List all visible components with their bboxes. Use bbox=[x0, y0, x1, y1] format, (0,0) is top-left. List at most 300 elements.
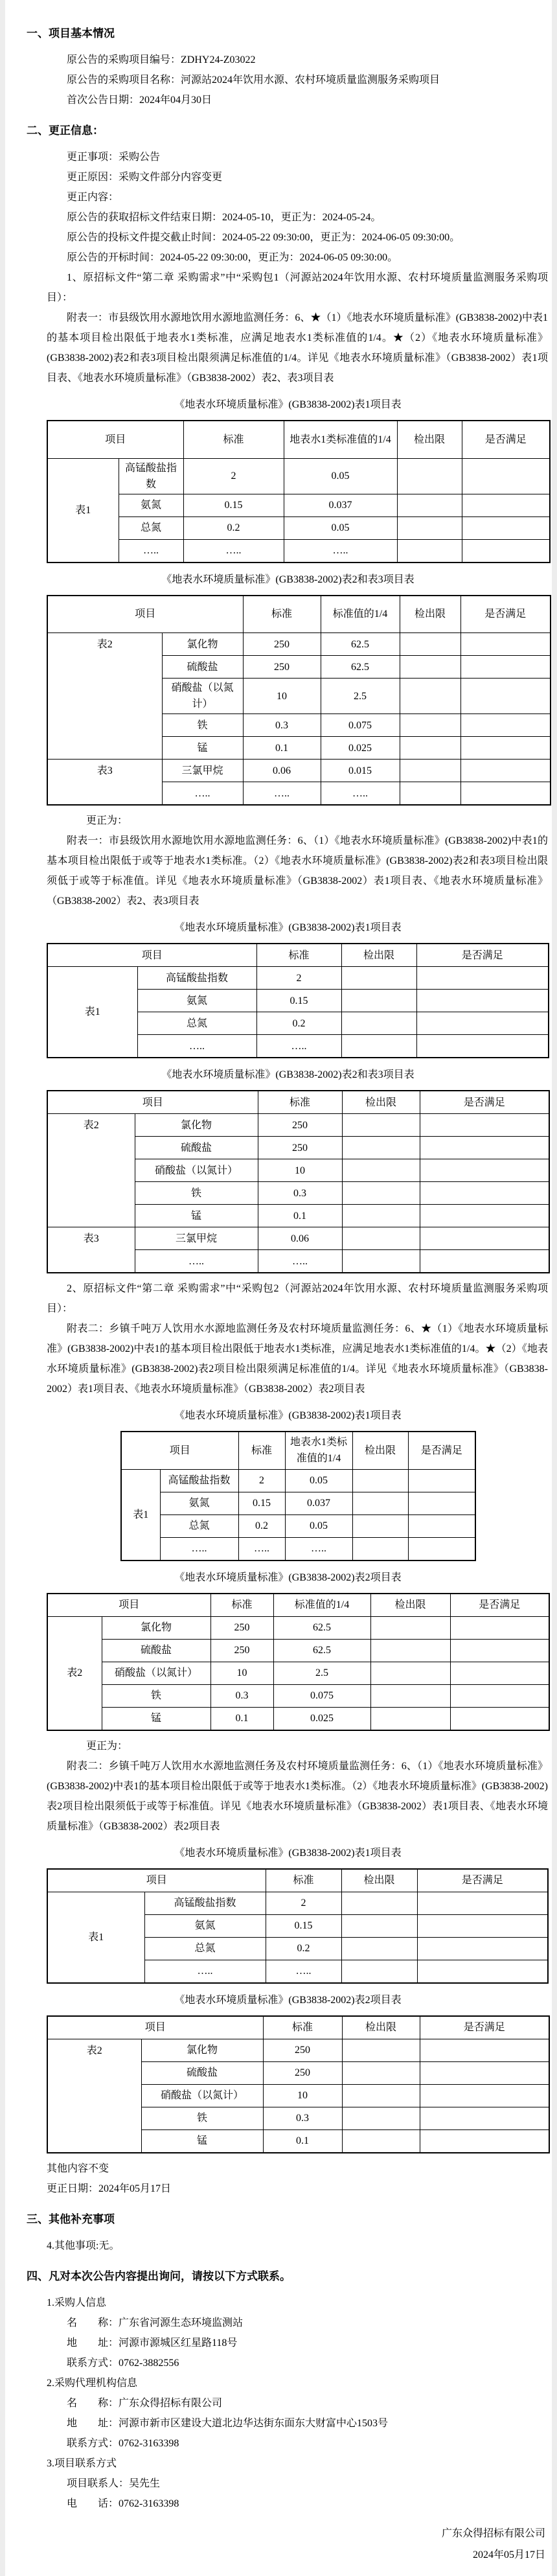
cell: 高锰酸盐指数 bbox=[160, 1469, 238, 1492]
header-cell: 标准 bbox=[238, 1432, 285, 1469]
cell: 硫酸盐 bbox=[135, 1137, 258, 1159]
correction-item: 更正事项：采购公告 bbox=[67, 152, 161, 163]
cell: 氨氮 bbox=[119, 494, 183, 516]
cell: 0.2 bbox=[256, 1012, 341, 1035]
cell: 硫酸盐 bbox=[141, 2061, 263, 2084]
cell: 氯化物 bbox=[141, 2039, 263, 2061]
cell bbox=[370, 1616, 450, 1639]
cell: 锰 bbox=[102, 1707, 210, 1730]
header-cell: 检出限 bbox=[342, 1091, 420, 1114]
table-pkg2-original-t2 bbox=[47, 1593, 550, 1731]
header-cell: 项目 bbox=[47, 421, 183, 458]
cell bbox=[342, 1182, 420, 1205]
cell: ….. bbox=[256, 1035, 341, 1058]
table-title: 《地表水环境质量标准》(GB3838-2002)表1项目表 bbox=[174, 1847, 402, 1859]
cell: 250 bbox=[258, 1137, 342, 1159]
table-header-row bbox=[47, 1594, 549, 1617]
cell: 0.1 bbox=[210, 1707, 273, 1730]
table-row bbox=[47, 1227, 549, 1250]
cell bbox=[417, 1937, 548, 1960]
original-project-name: 原公告的采购项目名称：河源站2024年饮用水源、农村环境质量监测服务采购项目 bbox=[67, 75, 440, 86]
cell: 0.1 bbox=[263, 2129, 342, 2153]
cell: 0.05 bbox=[285, 1514, 352, 1537]
cell: ….. bbox=[183, 539, 284, 563]
header-cell: 是否满足 bbox=[460, 596, 551, 633]
table-row bbox=[47, 2039, 549, 2061]
cell: ….. bbox=[285, 1537, 352, 1561]
table-row bbox=[47, 967, 549, 990]
cell bbox=[352, 1514, 408, 1537]
cell: ….. bbox=[321, 782, 400, 806]
header-cell: 是否满足 bbox=[420, 1091, 549, 1114]
header-cell: 标准 bbox=[256, 944, 341, 967]
header-cell: 是否满足 bbox=[416, 944, 549, 967]
cell: ….. bbox=[266, 1960, 341, 1983]
cell: 高锰酸盐指数 bbox=[119, 458, 183, 494]
footer-company: 广东众得招标有限公司 bbox=[441, 2527, 545, 2539]
section1-heading: 一、项目基本情况 bbox=[27, 27, 115, 40]
table-row bbox=[47, 458, 550, 494]
cell: 250 bbox=[258, 1114, 342, 1137]
table-pkg1-original-t2t3 bbox=[47, 595, 551, 806]
buyer-name: 名 称：广东省河源生态环境监测站 bbox=[67, 2317, 244, 2328]
header-cell: 检出限 bbox=[370, 1594, 450, 1617]
table-title: 《地表水环境质量标准》(GB3838-2002)表2和表3项目表 bbox=[161, 574, 415, 585]
header-cell: 标准值的1/4 bbox=[321, 596, 400, 633]
footer-date: 2024年05月17日 bbox=[472, 2549, 545, 2560]
cell bbox=[397, 539, 462, 563]
cell: 表2 bbox=[47, 2039, 141, 2153]
cell: 表1 bbox=[47, 967, 137, 1058]
table-row bbox=[47, 633, 551, 656]
cell: 0.075 bbox=[273, 1684, 370, 1707]
cell: 铁 bbox=[141, 2107, 263, 2129]
cell: 2.5 bbox=[273, 1662, 370, 1684]
cell: 250 bbox=[263, 2061, 342, 2084]
cell: 总氮 bbox=[137, 1012, 256, 1035]
header-cell: 检出限 bbox=[352, 1432, 408, 1469]
cell bbox=[460, 760, 551, 782]
cell: 硝酸盐（以氮计） bbox=[162, 679, 243, 714]
cell bbox=[342, 1114, 420, 1137]
cell: ….. bbox=[238, 1537, 285, 1561]
cell: ….. bbox=[160, 1537, 238, 1561]
cell bbox=[417, 1914, 548, 1937]
header-cell: 地表水1类标准值的1/4 bbox=[284, 421, 397, 458]
cell: ….. bbox=[144, 1960, 266, 1983]
cell: 硝酸盐（以氮计） bbox=[135, 1159, 258, 1182]
header-cell: 检出限 bbox=[342, 2016, 420, 2039]
header-cell: 标准 bbox=[210, 1594, 273, 1617]
cell: 三氯甲烷 bbox=[162, 760, 243, 782]
table-row bbox=[121, 1469, 475, 1492]
cell: ….. bbox=[137, 1035, 256, 1058]
cell bbox=[342, 2107, 420, 2129]
cell bbox=[342, 2084, 420, 2107]
bid-submission-deadline-change: 原公告的投标文件提交截止时间：2024-05-22 09:30:00，更正为：2024-06-05 09:30:00。 bbox=[67, 232, 460, 243]
cell bbox=[397, 458, 462, 494]
table-row bbox=[121, 1537, 475, 1561]
header-cell: 标准 bbox=[263, 2016, 342, 2039]
cell bbox=[450, 1707, 549, 1730]
table-pkg2-original-t1 bbox=[120, 1431, 476, 1561]
cell bbox=[400, 656, 460, 679]
header-cell: 标准 bbox=[243, 596, 321, 633]
cell: 表1 bbox=[47, 458, 119, 563]
cell bbox=[341, 967, 416, 990]
cell bbox=[417, 1892, 548, 1914]
annex2-original-text: 附表二：乡镇千吨万人饮用水水源地监测任务及农村环境质量监测任务：6、★（1）《地表水环境质量标准》(GB3838-2002)中表1的基本项目检出限低于地表水1类标准，应满足地表水1类标准值的1/4。★（2）《地表水环境质量标准》(GB3838-2002)表2项目检出限须满足标准值的1/4。详见《地表水环境质量标准》（GB3838-2002）表1项目表、《地表水环境质量标准》（GB3838-2002）表2项目表 bbox=[47, 1323, 548, 1395]
cell bbox=[420, 1114, 549, 1137]
correction-reason: 更正原因：采购文件部分内容变更 bbox=[67, 172, 223, 183]
cell: 硫酸盐 bbox=[162, 656, 243, 679]
table-row bbox=[47, 539, 550, 563]
cell: 硝酸盐（以氮计） bbox=[141, 2084, 263, 2107]
header-cell: 标准值的1/4 bbox=[273, 1594, 370, 1617]
cell bbox=[370, 1707, 450, 1730]
correction-content-label: 更正内容： bbox=[67, 192, 119, 203]
header-cell: 项目 bbox=[47, 596, 243, 633]
cell bbox=[352, 1537, 408, 1561]
header-cell: 标准 bbox=[266, 1869, 341, 1892]
cell bbox=[397, 494, 462, 516]
cell bbox=[462, 516, 550, 539]
cell: 0.075 bbox=[321, 714, 400, 737]
cell bbox=[408, 1469, 475, 1492]
cell bbox=[341, 1035, 416, 1058]
cell bbox=[420, 2061, 549, 2084]
cell: ….. bbox=[243, 782, 321, 806]
cell bbox=[416, 967, 549, 990]
cell: 0.06 bbox=[258, 1227, 342, 1250]
no-other-changes: 其他内容不变 bbox=[47, 2163, 109, 2174]
cell bbox=[420, 2107, 549, 2129]
table-row bbox=[47, 516, 550, 539]
cell bbox=[420, 1227, 549, 1250]
table-title: 《地表水环境质量标准》(GB3838-2002)表2项目表 bbox=[174, 1994, 402, 2006]
cell: 氯化物 bbox=[135, 1114, 258, 1137]
cell bbox=[400, 782, 460, 806]
header-cell: 是否满足 bbox=[408, 1432, 475, 1469]
cell: ….. bbox=[119, 539, 183, 563]
cell bbox=[341, 1937, 417, 1960]
table-header-row bbox=[47, 944, 549, 967]
cell: 10 bbox=[210, 1662, 273, 1684]
cell: 总氮 bbox=[119, 516, 183, 539]
cell: 0.2 bbox=[238, 1514, 285, 1537]
cell: 总氮 bbox=[144, 1937, 266, 1960]
cell: 250 bbox=[210, 1616, 273, 1639]
project-contact-person: 项目联系人：吴先生 bbox=[67, 2477, 161, 2489]
cell bbox=[400, 633, 460, 656]
cell: 锰 bbox=[141, 2129, 263, 2153]
table-row bbox=[47, 1114, 549, 1137]
cell bbox=[420, 1159, 549, 1182]
corrected-to-label: 更正为： bbox=[86, 815, 128, 826]
cell bbox=[400, 760, 460, 782]
header-cell: 项目 bbox=[47, 1869, 266, 1892]
cell: 氨氮 bbox=[137, 990, 256, 1012]
cell: 0.037 bbox=[284, 494, 397, 516]
cell: 高锰酸盐指数 bbox=[137, 967, 256, 990]
cell bbox=[341, 1960, 417, 1983]
header-cell: 项目 bbox=[47, 2016, 263, 2039]
header-cell: 检出限 bbox=[341, 1869, 417, 1892]
cell: 0.025 bbox=[273, 1707, 370, 1730]
cell: 2 bbox=[183, 458, 284, 494]
cell: 高锰酸盐指数 bbox=[144, 1892, 266, 1914]
cell bbox=[342, 1205, 420, 1227]
annex1-original-text: 附表一：市县级饮用水源地饮用水源地监测任务：6、★（1）《地表水环境质量标准》(GB3838-2002)中表1的基本项目检出限低于地表水1类标准，应满足地表水1类标准值的1/4。★（2）《地表水环境质量标准》(GB3838-2002)表2和表3项目检出限须满足标准值的1/4。详见《地表水环境质量标准》（GB3838-2002）表1项目表、《地表水环境质量标准》（GB3838-2002）表2、表3项目表 bbox=[47, 312, 548, 384]
cell: 10 bbox=[243, 679, 321, 714]
cell bbox=[342, 2129, 420, 2153]
cell: ….. bbox=[162, 782, 243, 806]
table-row bbox=[47, 1707, 549, 1730]
correction-date: 更正日期：2024年05月17日 bbox=[47, 2183, 172, 2194]
header-cell: 检出限 bbox=[400, 596, 460, 633]
header-cell: 项目 bbox=[47, 944, 256, 967]
cell bbox=[420, 1250, 549, 1273]
cell: 0.05 bbox=[284, 458, 397, 494]
cell: 2.5 bbox=[321, 679, 400, 714]
cell: 10 bbox=[258, 1159, 342, 1182]
cell: 0.15 bbox=[238, 1492, 285, 1514]
original-project-number: 原公告的采购项目编号：ZDHY24-Z03022 bbox=[67, 54, 256, 65]
table-row bbox=[47, 494, 550, 516]
cell: 0.025 bbox=[321, 737, 400, 760]
table-header-row bbox=[47, 2016, 549, 2039]
table-row bbox=[121, 1492, 475, 1514]
cell bbox=[342, 1250, 420, 1273]
cell bbox=[460, 714, 551, 737]
cell bbox=[450, 1662, 549, 1684]
cell bbox=[400, 714, 460, 737]
table-title: 《地表水环境质量标准》(GB3838-2002)表1项目表 bbox=[174, 922, 402, 933]
cell bbox=[370, 1662, 450, 1684]
buyer-address: 地 址：河源市源城区红星路118号 bbox=[67, 2337, 238, 2349]
header-cell: 项目 bbox=[47, 1091, 258, 1114]
project-contact-label: 3.项目联系方式 bbox=[47, 2457, 117, 2469]
cell bbox=[462, 494, 550, 516]
cell: 硝酸盐（以氮计） bbox=[102, 1662, 210, 1684]
table-row bbox=[47, 1616, 549, 1639]
cell bbox=[400, 679, 460, 714]
header-cell: 地表水1类标准值的1/4 bbox=[285, 1432, 352, 1469]
cell bbox=[342, 1227, 420, 1250]
package2-intro: 2、原招标文件“第二章 采购需求”中“采购包2（河源站2024年饮用水源、农村环境质量监测服务采购项目）： bbox=[47, 1283, 548, 1314]
cell: 0.2 bbox=[266, 1937, 341, 1960]
cell: 0.3 bbox=[258, 1182, 342, 1205]
first-announcement-date: 首次公告日期：2024年04月30日 bbox=[67, 95, 212, 106]
cell bbox=[420, 1137, 549, 1159]
cell: 62.5 bbox=[321, 633, 400, 656]
cell bbox=[417, 1960, 548, 1983]
table-row bbox=[47, 1639, 549, 1662]
cell: 0.3 bbox=[210, 1684, 273, 1707]
cell: 0.05 bbox=[285, 1469, 352, 1492]
cell: 总氮 bbox=[160, 1514, 238, 1537]
cell bbox=[450, 1639, 549, 1662]
correction-notice-document bbox=[5, 0, 552, 2576]
table-pkg2-corrected-t1 bbox=[47, 1868, 549, 1984]
cell bbox=[341, 990, 416, 1012]
cell bbox=[342, 2061, 420, 2084]
table-row bbox=[47, 1892, 548, 1914]
cell: 表3 bbox=[47, 760, 162, 806]
cell bbox=[341, 1012, 416, 1035]
corrected-to-label: 更正为： bbox=[86, 1740, 128, 1752]
cell bbox=[370, 1684, 450, 1707]
cell bbox=[460, 656, 551, 679]
cell: ….. bbox=[135, 1250, 258, 1273]
table-header-row bbox=[47, 596, 551, 633]
table-header-row bbox=[47, 1869, 548, 1892]
other-matters: 4.其他事项:无。 bbox=[47, 2240, 120, 2251]
table-pkg2-corrected-t2 bbox=[47, 2015, 550, 2153]
cell bbox=[408, 1514, 475, 1537]
cell: 硫酸盐 bbox=[102, 1639, 210, 1662]
cell bbox=[460, 633, 551, 656]
cell bbox=[462, 539, 550, 563]
header-cell: 标准 bbox=[183, 421, 284, 458]
buyer-info-label: 1.采购人信息 bbox=[47, 2297, 107, 2308]
cell: 表1 bbox=[47, 1892, 144, 1983]
cell: 氯化物 bbox=[102, 1616, 210, 1639]
cell bbox=[416, 1035, 549, 1058]
cell: 铁 bbox=[102, 1684, 210, 1707]
cell: 0.015 bbox=[321, 760, 400, 782]
cell: 0.3 bbox=[243, 714, 321, 737]
cell bbox=[416, 990, 549, 1012]
cell bbox=[462, 458, 550, 494]
cell: 氨氮 bbox=[160, 1492, 238, 1514]
agency-info-label: 2.采购代理机构信息 bbox=[47, 2377, 138, 2389]
header-cell: 是否满足 bbox=[420, 2016, 549, 2039]
table-row bbox=[121, 1514, 475, 1537]
cell: 锰 bbox=[162, 737, 243, 760]
cell: 0.06 bbox=[243, 760, 321, 782]
header-cell: 项目 bbox=[121, 1432, 238, 1469]
table-title: 《地表水环境质量标准》(GB3838-2002)表1项目表 bbox=[174, 399, 402, 410]
header-cell: 检出限 bbox=[397, 421, 462, 458]
cell: 62.5 bbox=[273, 1639, 370, 1662]
cell: 0.2 bbox=[183, 516, 284, 539]
header-cell: 是否满足 bbox=[417, 1869, 548, 1892]
cell: 表2 bbox=[47, 1616, 102, 1730]
cell: 表2 bbox=[47, 633, 162, 760]
cell bbox=[460, 679, 551, 714]
cell bbox=[342, 1159, 420, 1182]
cell bbox=[408, 1492, 475, 1514]
cell bbox=[342, 2039, 420, 2061]
project-contact-phone: 电 话：0762-3163398 bbox=[67, 2498, 179, 2509]
cell: 0.1 bbox=[243, 737, 321, 760]
cell: 0.3 bbox=[263, 2107, 342, 2129]
cell: 氨氮 bbox=[144, 1914, 266, 1937]
cell: 铁 bbox=[162, 714, 243, 737]
header-cell: 是否满足 bbox=[450, 1594, 549, 1617]
cell: 0.037 bbox=[285, 1492, 352, 1514]
package1-intro: 1、原招标文件“第二章 采购需求”中“采购包1（河源站2024年饮用水源、农村环境质量监测服务采购项目）： bbox=[47, 272, 548, 303]
section3-heading: 三、其他补充事项 bbox=[27, 2212, 115, 2225]
agency-contact: 联系方式：0762-3163398 bbox=[67, 2437, 179, 2449]
annex2-corrected-text: 附表二：乡镇千吨万人饮用水水源地监测任务及农村环境质量监测任务：6、（1）《地表水环境质量标准》(GB3838-2002)中表1的基本项目检出限低于或等于地表水1类标准。（2）《地表水环境质量标准》(GB3838-2002)表2项目检出限须低于或等于标准值。详见《地表水环境质量标准》（GB3838-2002）表1项目表、《地表水环境质量标准》（GB3838-2002）表2项目表 bbox=[47, 1760, 548, 1832]
cell: ….. bbox=[258, 1250, 342, 1273]
cell bbox=[341, 1914, 417, 1937]
header-cell: 项目 bbox=[47, 1594, 210, 1617]
cell bbox=[408, 1537, 475, 1561]
cell bbox=[342, 1137, 420, 1159]
agency-address: 地 址：河源市新市区建设大道北边华达街东面东大财富中心1503号 bbox=[67, 2417, 389, 2429]
table-pkg1-corrected-t2t3 bbox=[47, 1090, 550, 1273]
cell bbox=[420, 1182, 549, 1205]
cell: 0.15 bbox=[266, 1914, 341, 1937]
table-row bbox=[47, 1684, 549, 1707]
cell: 62.5 bbox=[273, 1616, 370, 1639]
header-cell: 标准 bbox=[258, 1091, 342, 1114]
cell: 2 bbox=[266, 1892, 341, 1914]
section2-heading: 二、更正信息： bbox=[27, 124, 104, 137]
cell bbox=[352, 1492, 408, 1514]
cell: 锰 bbox=[135, 1205, 258, 1227]
cell: 0.1 bbox=[258, 1205, 342, 1227]
cell: 250 bbox=[210, 1639, 273, 1662]
cell bbox=[341, 1892, 417, 1914]
table-header-row bbox=[47, 421, 550, 458]
cell bbox=[450, 1616, 549, 1639]
cell: 0.15 bbox=[256, 990, 341, 1012]
cell: 氯化物 bbox=[162, 633, 243, 656]
cell bbox=[460, 737, 551, 760]
cell bbox=[420, 1205, 549, 1227]
table-title: 《地表水环境质量标准》(GB3838-2002)表1项目表 bbox=[174, 1410, 402, 1421]
table-header-row bbox=[121, 1432, 475, 1469]
table-header-row bbox=[47, 1091, 549, 1114]
cell: 铁 bbox=[135, 1182, 258, 1205]
cell: 250 bbox=[263, 2039, 342, 2061]
cell: 10 bbox=[263, 2084, 342, 2107]
table-title: 《地表水环境质量标准》(GB3838-2002)表2和表3项目表 bbox=[161, 1069, 415, 1080]
cell bbox=[420, 2084, 549, 2107]
cell: 三氯甲烷 bbox=[135, 1227, 258, 1250]
cell: ….. bbox=[284, 539, 397, 563]
cell: 62.5 bbox=[321, 656, 400, 679]
bid-opening-time-change: 原公告的开标时间：2024-05-22 09:30:00，更正为：2024-06-05 09:30:00。 bbox=[67, 252, 398, 263]
annex1-corrected-text: 附表一：市县级饮用水源地饮用水源地监测任务：6、（1）《地表水环境质量标准》(GB3838-2002)中表1的基本项目检出限低于或等于地表水1类标准。（2）《地表水环境质量标准》(GB3838-2002)表2和表3项目检出限须低于或等于标准值。详见《地表水环境质量标准》（GB3838-2002）表1项目表、《地表水环境质量标准》（GB3838-2002）表2、表3项目表 bbox=[47, 835, 548, 907]
cell: 2 bbox=[256, 967, 341, 990]
cell: 0.15 bbox=[183, 494, 284, 516]
cell bbox=[416, 1012, 549, 1035]
cell: 2 bbox=[238, 1469, 285, 1492]
table-title: 《地表水环境质量标准》(GB3838-2002)表2项目表 bbox=[174, 1572, 402, 1583]
cell bbox=[420, 2129, 549, 2153]
agency-name: 名 称：广东众得招标有限公司 bbox=[67, 2397, 223, 2409]
buyer-contact: 联系方式：0762-3882556 bbox=[67, 2357, 179, 2369]
table-row bbox=[47, 1662, 549, 1684]
cell: 表2 bbox=[47, 1114, 135, 1227]
cell bbox=[370, 1639, 450, 1662]
table-row bbox=[47, 760, 551, 782]
cell: 表1 bbox=[121, 1469, 160, 1561]
cell bbox=[450, 1684, 549, 1707]
cell bbox=[397, 516, 462, 539]
section4-heading: 四、凡对本次公告内容提出询问，请按以下方式联系。 bbox=[27, 2269, 291, 2282]
cell: 表3 bbox=[47, 1227, 135, 1273]
cell bbox=[400, 737, 460, 760]
cell: 0.05 bbox=[284, 516, 397, 539]
cell bbox=[460, 782, 551, 806]
table-pkg1-corrected-t1 bbox=[47, 943, 549, 1058]
